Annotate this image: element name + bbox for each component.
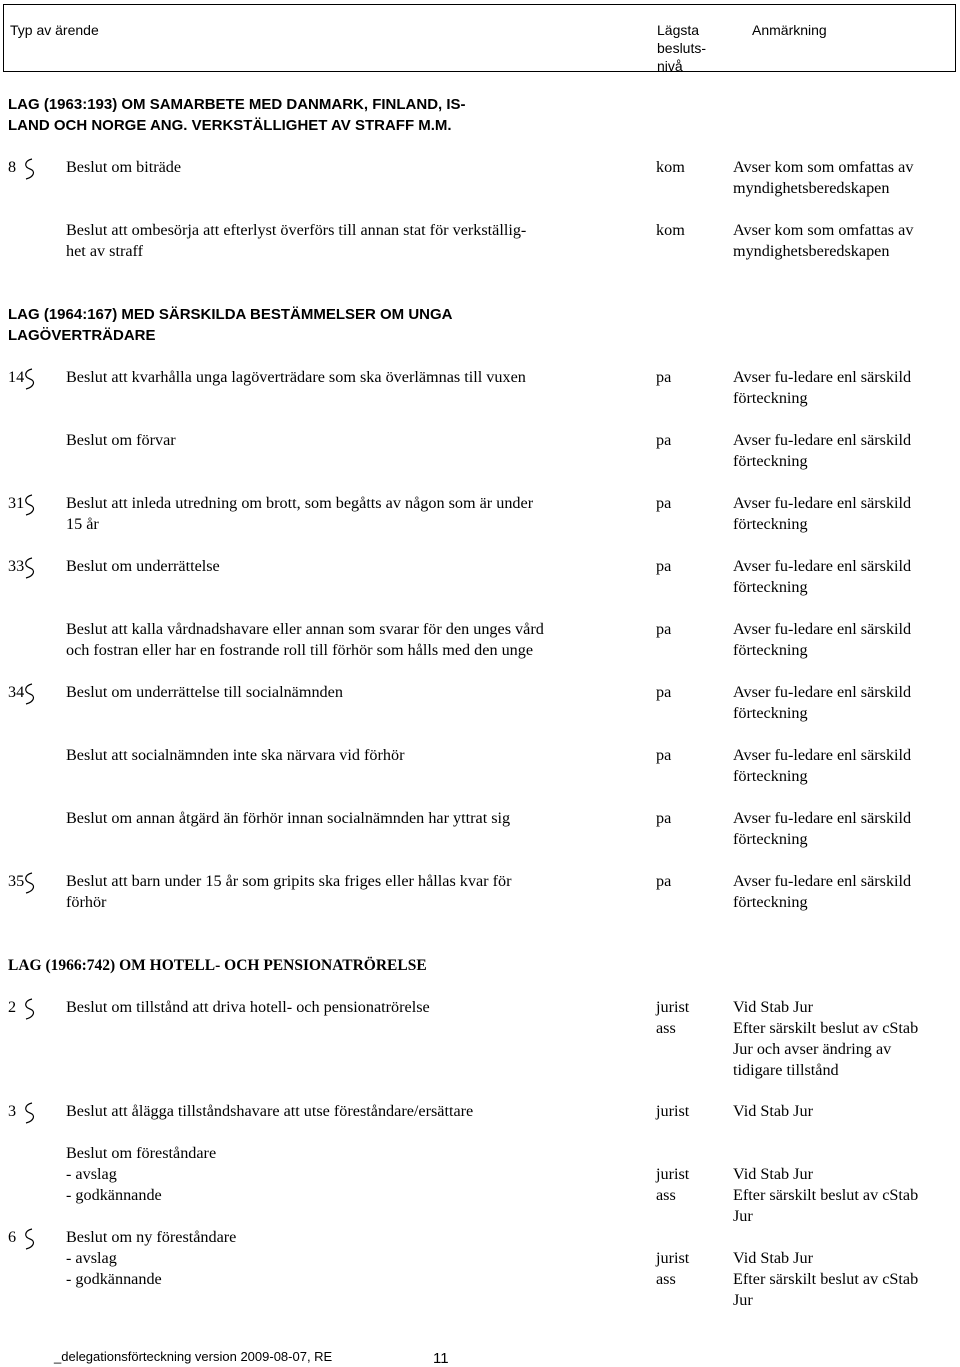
- case-type: och fostran eller har en fostrande roll till förhör som hålls med den unge: [66, 641, 534, 659]
- decision-level: jurist: [656, 998, 690, 1016]
- case-type: - avslag: [66, 1249, 117, 1267]
- decision-level: pa: [656, 872, 672, 890]
- paragraph-number: 6: [8, 1228, 17, 1246]
- case-type: förhör: [66, 893, 107, 911]
- remark: myndighetsberedskapen: [733, 242, 890, 260]
- case-type: het av straff: [66, 242, 144, 260]
- decision-level: pa: [656, 557, 672, 575]
- remark: förteckning: [733, 704, 808, 722]
- decision-level: pa: [656, 431, 672, 449]
- remark: Avser kom som omfattas av: [733, 221, 914, 239]
- section-title: LAND OCH NORGE ANG. VERKSTÄLLIGHET AV STRAFF M.M.: [8, 117, 452, 134]
- section-sign-icon: [20, 493, 38, 517]
- case-type: Beslut om förvar: [66, 431, 176, 449]
- paragraph-number: 2: [8, 998, 17, 1016]
- remark: Avser fu-ledare enl särskild: [733, 557, 912, 575]
- section-sign-icon: [20, 556, 38, 580]
- remark: Vid Stab Jur: [733, 998, 813, 1016]
- case-type: Beslut att socialnämnden inte ska närvara vid förhör: [66, 746, 405, 764]
- case-type: Beslut att inleda utredning om brott, som begåtts av någon som är under: [66, 494, 534, 512]
- header-remark: Anmärkning: [752, 22, 827, 38]
- remark: Avser fu-ledare enl särskild: [733, 431, 912, 449]
- remark: tidigare tillstånd: [733, 1061, 839, 1079]
- case-type: - avslag: [66, 1165, 117, 1183]
- remark: Avser fu-ledare enl särskild: [733, 809, 912, 827]
- case-type: Beslut om ny föreståndare: [66, 1228, 237, 1246]
- section-title: LAG (1966:742) OM HOTELL- OCH PENSIONATRÖRELSE: [8, 957, 427, 974]
- remark: Avser fu-ledare enl särskild: [733, 872, 912, 890]
- case-type: Beslut om tillstånd att driva hotell- och pensionatrörelse: [66, 998, 430, 1016]
- case-type: Beslut att kvarhålla unga lagöverträdare som ska överlämnas till vuxen: [66, 368, 526, 386]
- remark: Avser fu-ledare enl särskild: [733, 683, 912, 701]
- remark: förteckning: [733, 578, 808, 596]
- decision-level: jurist: [656, 1165, 690, 1183]
- page-number: 11: [433, 1350, 449, 1367]
- remark: Efter särskilt beslut av cStab: [733, 1019, 919, 1037]
- case-type: - godkännande: [66, 1270, 162, 1288]
- decision-level: kom: [656, 221, 685, 239]
- section-sign-icon: [20, 997, 38, 1021]
- case-type: Beslut att ålägga tillståndshavare att utse föreståndare/ersättare: [66, 1102, 474, 1120]
- paragraph-number: 14: [8, 368, 25, 386]
- decision-level: kom: [656, 158, 685, 176]
- case-type: Beslut om annan åtgärd än förhör innan socialnämnden har yttrat sig: [66, 809, 511, 827]
- remark: Vid Stab Jur: [733, 1102, 813, 1120]
- paragraph-number: 3: [8, 1102, 17, 1120]
- remark: Jur: [733, 1291, 753, 1309]
- section-sign-icon: [20, 1101, 38, 1125]
- remark: förteckning: [733, 893, 808, 911]
- remark: förteckning: [733, 830, 808, 848]
- section-sign-icon: [20, 157, 38, 181]
- decision-level: jurist: [656, 1102, 690, 1120]
- decision-level: ass: [656, 1270, 676, 1288]
- paragraph-number: 35: [8, 872, 25, 890]
- case-type: - godkännande: [66, 1186, 162, 1204]
- remark: Avser fu-ledare enl särskild: [733, 746, 912, 764]
- section-sign-icon: [20, 871, 38, 895]
- remark: förteckning: [733, 452, 808, 470]
- remark: förteckning: [733, 767, 808, 785]
- section-sign-icon: [20, 1227, 38, 1251]
- remark: Efter särskilt beslut av cStab: [733, 1186, 919, 1204]
- decision-level: pa: [656, 809, 672, 827]
- case-type: Beslut att kalla vårdnadshavare eller annan som svarar för den unges vård: [66, 620, 544, 638]
- remark: myndighetsberedskapen: [733, 179, 890, 197]
- paragraph-number: 33: [8, 557, 25, 575]
- decision-level: pa: [656, 746, 672, 764]
- header-type: Typ av ärende: [10, 22, 99, 38]
- footer-document-version: _delegationsförteckning version 2009-08-07, RE: [54, 1349, 333, 1364]
- decision-level: pa: [656, 494, 672, 512]
- section-title: LAG (1964:167) MED SÄRSKILDA BESTÄMMELSER OM UNGA: [8, 306, 453, 323]
- case-type: Beslut om biträde: [66, 158, 182, 176]
- remark: Jur: [733, 1207, 753, 1225]
- remark: Avser kom som omfattas av: [733, 158, 914, 176]
- header-level: Lägsta besluts- nivå: [657, 22, 707, 74]
- case-type: Beslut att ombesörja att efterlyst överförs till annan stat för verkställig-: [66, 221, 527, 239]
- decision-level: pa: [656, 620, 672, 638]
- remark: förteckning: [733, 641, 808, 659]
- paragraph-number: 34: [8, 683, 25, 701]
- column-header: [3, 4, 956, 72]
- remark: Avser fu-ledare enl särskild: [733, 620, 912, 638]
- case-type: 15 år: [66, 515, 99, 533]
- decision-level: pa: [656, 683, 672, 701]
- section-sign-icon: [20, 367, 38, 391]
- section-title: LAG (1963:193) OM SAMARBETE MED DANMARK, FINLAND, IS-: [8, 96, 466, 113]
- section-sign-icon: [20, 682, 38, 706]
- paragraph-number: 8: [8, 158, 17, 176]
- case-type: Beslut att barn under 15 år som gripits ska friges eller hållas kvar för: [66, 872, 512, 890]
- remark: Avser fu-ledare enl särskild: [733, 494, 912, 512]
- decision-level: pa: [656, 368, 672, 386]
- remark: förteckning: [733, 515, 808, 533]
- remark: Efter särskilt beslut av cStab: [733, 1270, 919, 1288]
- remark: Vid Stab Jur: [733, 1249, 813, 1267]
- section-title: LAGÖVERTRÄDARE: [8, 327, 156, 344]
- case-type: Beslut om underrättelse till socialnämnden: [66, 683, 343, 701]
- remark: Jur och avser ändring av: [733, 1040, 892, 1058]
- case-type: Beslut om föreståndare: [66, 1144, 217, 1162]
- decision-level: ass: [656, 1019, 676, 1037]
- remark: Vid Stab Jur: [733, 1165, 813, 1183]
- decision-level: ass: [656, 1186, 676, 1204]
- remark: förteckning: [733, 389, 808, 407]
- decision-level: jurist: [656, 1249, 690, 1267]
- case-type: Beslut om underrättelse: [66, 557, 220, 575]
- paragraph-number: 31: [8, 494, 25, 512]
- remark: Avser fu-ledare enl särskild: [733, 368, 912, 386]
